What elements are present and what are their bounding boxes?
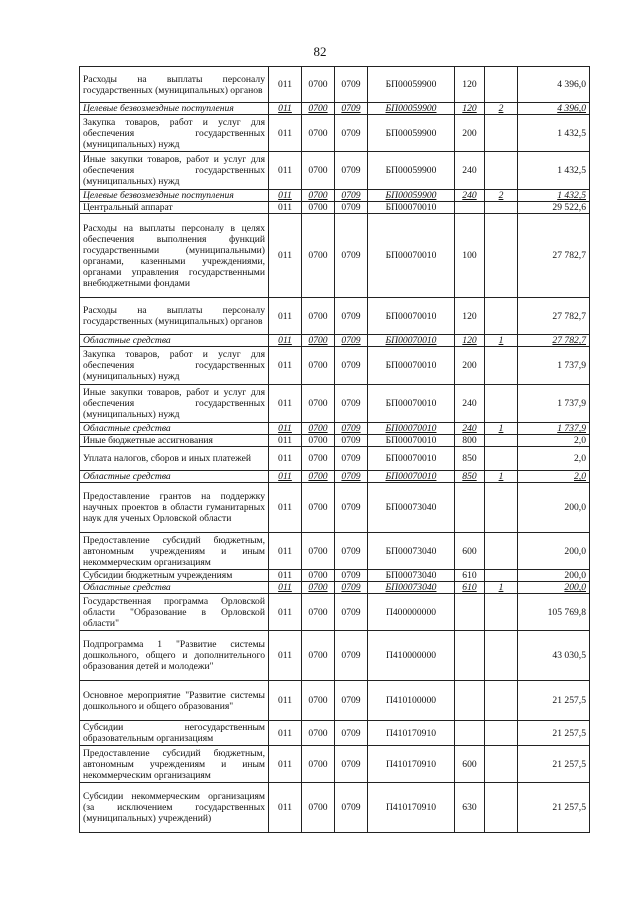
table-row — [80, 783, 590, 833]
table-row — [80, 570, 590, 582]
row-vr — [455, 631, 485, 681]
row-gr: 011 — [269, 152, 302, 190]
row-name: Предоставление субсидий бюджетным, автономным учреждениям и иным некоммерческим организациям — [80, 533, 269, 570]
row-vr: 610 — [455, 582, 485, 594]
row-sum: 43 030,5 — [518, 631, 590, 681]
row-sum: 1 432,5 — [518, 190, 590, 202]
table-row — [80, 533, 590, 570]
row-pr: 0709 — [335, 594, 368, 631]
row-src — [485, 594, 518, 631]
row-gr: 011 — [269, 582, 302, 594]
row-name: Областные средства — [80, 335, 269, 347]
row-src — [485, 681, 518, 721]
row-src — [485, 67, 518, 103]
row-rz: 0700 — [302, 115, 335, 152]
row-src — [485, 570, 518, 582]
table-row — [80, 423, 590, 435]
row-rz: 0700 — [302, 631, 335, 681]
row-sum: 21 257,5 — [518, 746, 590, 783]
row-src — [485, 435, 518, 447]
row-src — [485, 631, 518, 681]
row-name: Предоставление грантов на поддержку научных проектов в области гуманитарных наук для ученых Орловской области — [80, 483, 269, 533]
row-csr: БП00070010 — [368, 335, 455, 347]
row-csr: БП00059900 — [368, 152, 455, 190]
row-src: 1 — [485, 471, 518, 483]
row-sum: 2,0 — [518, 471, 590, 483]
row-vr: 200 — [455, 115, 485, 152]
row-csr: БП00073040 — [368, 533, 455, 570]
row-gr: 011 — [269, 214, 302, 298]
row-pr: 0709 — [335, 746, 368, 783]
row-name: Субсидии бюджетным учреждениям — [80, 570, 269, 582]
row-gr: 011 — [269, 67, 302, 103]
row-sum: 4 396,0 — [518, 103, 590, 115]
row-sum: 27 782,7 — [518, 214, 590, 298]
row-sum: 1 432,5 — [518, 115, 590, 152]
row-pr: 0709 — [335, 152, 368, 190]
table-row — [80, 335, 590, 347]
row-sum: 1 737,9 — [518, 385, 590, 423]
table-row — [80, 385, 590, 423]
row-pr: 0709 — [335, 471, 368, 483]
row-csr: БП00059900 — [368, 67, 455, 103]
row-gr: 011 — [269, 746, 302, 783]
row-pr: 0709 — [335, 423, 368, 435]
row-gr: 011 — [269, 483, 302, 533]
row-gr: 011 — [269, 721, 302, 746]
row-src — [485, 447, 518, 471]
row-rz: 0700 — [302, 435, 335, 447]
row-src — [485, 214, 518, 298]
row-rz: 0700 — [302, 67, 335, 103]
row-pr: 0709 — [335, 190, 368, 202]
row-src — [485, 152, 518, 190]
row-pr: 0709 — [335, 582, 368, 594]
row-csr: БП00070010 — [368, 347, 455, 385]
row-csr: П410000000 — [368, 631, 455, 681]
row-rz: 0700 — [302, 471, 335, 483]
row-vr: 240 — [455, 190, 485, 202]
row-csr: БП00070010 — [368, 435, 455, 447]
table-row — [80, 447, 590, 471]
row-pr: 0709 — [335, 385, 368, 423]
table-row — [80, 721, 590, 746]
row-name: Закупка товаров, работ и услуг для обеспечения государственных (муниципальных) нужд — [80, 115, 269, 152]
row-name: Закупка товаров, работ и услуг для обеспечения государственных (муниципальных) нужд — [80, 347, 269, 385]
row-rz: 0700 — [302, 783, 335, 833]
row-csr: БП00070010 — [368, 423, 455, 435]
row-csr: БП00073040 — [368, 582, 455, 594]
row-rz: 0700 — [302, 298, 335, 335]
table-row — [80, 631, 590, 681]
table-row — [80, 202, 590, 214]
row-pr: 0709 — [335, 631, 368, 681]
row-vr: 240 — [455, 152, 485, 190]
row-gr: 011 — [269, 570, 302, 582]
row-rz: 0700 — [302, 721, 335, 746]
row-sum: 21 257,5 — [518, 681, 590, 721]
row-pr: 0709 — [335, 681, 368, 721]
row-pr: 0709 — [335, 435, 368, 447]
row-src — [485, 746, 518, 783]
row-rz: 0700 — [302, 533, 335, 570]
row-vr: 850 — [455, 471, 485, 483]
row-sum: 105 769,8 — [518, 594, 590, 631]
row-src — [485, 385, 518, 423]
table-row — [80, 435, 590, 447]
row-rz: 0700 — [302, 214, 335, 298]
row-pr: 0709 — [335, 570, 368, 582]
row-name: Целевые безвозмездные поступления — [80, 190, 269, 202]
row-rz: 0700 — [302, 423, 335, 435]
row-pr: 0709 — [335, 214, 368, 298]
table-row — [80, 594, 590, 631]
row-csr: БП00070010 — [368, 202, 455, 214]
row-pr: 0709 — [335, 483, 368, 533]
row-vr — [455, 721, 485, 746]
table-row — [80, 681, 590, 721]
row-csr: БП00070010 — [368, 298, 455, 335]
row-pr: 0709 — [335, 447, 368, 471]
table-row — [80, 483, 590, 533]
row-sum: 21 257,5 — [518, 721, 590, 746]
row-gr: 011 — [269, 347, 302, 385]
row-gr: 011 — [269, 447, 302, 471]
row-name: Расходы на выплаты персоналу государственных (муниципальных) органов — [80, 67, 269, 103]
row-name: Иные закупки товаров, работ и услуг для обеспечения государственных (муниципальных) нужд — [80, 152, 269, 190]
row-vr: 120 — [455, 335, 485, 347]
row-sum: 200,0 — [518, 570, 590, 582]
row-pr: 0709 — [335, 335, 368, 347]
row-gr: 011 — [269, 298, 302, 335]
row-rz: 0700 — [302, 582, 335, 594]
row-vr: 850 — [455, 447, 485, 471]
row-rz: 0700 — [302, 190, 335, 202]
row-csr: БП00070010 — [368, 447, 455, 471]
row-vr: 610 — [455, 570, 485, 582]
row-csr: БП00070010 — [368, 385, 455, 423]
table-row — [80, 115, 590, 152]
row-name: Областные средства — [80, 582, 269, 594]
row-src — [485, 483, 518, 533]
row-vr — [455, 483, 485, 533]
row-gr: 011 — [269, 435, 302, 447]
row-vr: 100 — [455, 214, 485, 298]
row-csr: П410170910 — [368, 721, 455, 746]
row-vr: 120 — [455, 298, 485, 335]
table-row — [80, 214, 590, 298]
row-csr: БП00073040 — [368, 483, 455, 533]
page-number: 82 — [313, 44, 327, 59]
row-sum: 200,0 — [518, 533, 590, 570]
row-pr: 0709 — [335, 115, 368, 152]
row-name: Областные средства — [80, 471, 269, 483]
row-rz: 0700 — [302, 570, 335, 582]
row-sum: 27 782,7 — [518, 298, 590, 335]
row-src — [485, 298, 518, 335]
row-pr: 0709 — [335, 103, 368, 115]
row-src — [485, 533, 518, 570]
row-sum: 1 737,9 — [518, 423, 590, 435]
row-sum: 2,0 — [518, 447, 590, 471]
row-src: 2 — [485, 103, 518, 115]
row-rz: 0700 — [302, 152, 335, 190]
row-name: Субсидии негосударственным образовательным организациям — [80, 721, 269, 746]
row-src — [485, 202, 518, 214]
row-vr: 240 — [455, 423, 485, 435]
row-csr: П400000000 — [368, 594, 455, 631]
row-csr: БП00059900 — [368, 190, 455, 202]
row-src — [485, 783, 518, 833]
row-pr: 0709 — [335, 533, 368, 570]
row-gr: 011 — [269, 202, 302, 214]
row-name: Иные закупки товаров, работ и услуг для обеспечения государственных (муниципальных) нужд — [80, 385, 269, 423]
table-row — [80, 103, 590, 115]
row-gr: 011 — [269, 681, 302, 721]
row-src — [485, 347, 518, 385]
row-gr: 011 — [269, 631, 302, 681]
row-csr: БП00059900 — [368, 115, 455, 152]
row-pr: 0709 — [335, 347, 368, 385]
row-csr: БП00073040 — [368, 570, 455, 582]
table-row — [80, 152, 590, 190]
row-vr: 240 — [455, 385, 485, 423]
row-pr: 0709 — [335, 67, 368, 103]
row-src: 2 — [485, 190, 518, 202]
row-vr: 120 — [455, 103, 485, 115]
row-rz: 0700 — [302, 347, 335, 385]
table-row — [80, 471, 590, 483]
row-vr: 600 — [455, 746, 485, 783]
row-name: Подпрограмма 1 "Развитие системы дошкольного, общего и дополнительного образования детей и молодежи" — [80, 631, 269, 681]
row-rz: 0700 — [302, 483, 335, 533]
row-gr: 011 — [269, 385, 302, 423]
table-row — [80, 298, 590, 335]
row-gr: 011 — [269, 533, 302, 570]
table-row — [80, 746, 590, 783]
row-vr — [455, 594, 485, 631]
row-gr: 011 — [269, 335, 302, 347]
row-name: Государственная программа Орловской области "Образование в Орловской области" — [80, 594, 269, 631]
row-csr: П410170910 — [368, 746, 455, 783]
table-body — [80, 67, 590, 833]
row-sum: 2,0 — [518, 435, 590, 447]
row-gr: 011 — [269, 190, 302, 202]
row-name: Расходы на выплаты персоналу в целях обеспечения выполнения функций государственными (муниципальными) органами, казенными учреждениями, органами управления государственными внебюджетными фондами — [80, 214, 269, 298]
row-src: 1 — [485, 423, 518, 435]
table-row — [80, 190, 590, 202]
row-vr: 600 — [455, 533, 485, 570]
row-src — [485, 115, 518, 152]
row-pr: 0709 — [335, 783, 368, 833]
table-row — [80, 582, 590, 594]
row-gr: 011 — [269, 594, 302, 631]
row-gr: 011 — [269, 103, 302, 115]
row-rz: 0700 — [302, 335, 335, 347]
row-name: Иные бюджетные ассигнования — [80, 435, 269, 447]
row-rz: 0700 — [302, 746, 335, 783]
row-src: 1 — [485, 582, 518, 594]
row-sum: 4 396,0 — [518, 67, 590, 103]
row-rz: 0700 — [302, 594, 335, 631]
row-pr: 0709 — [335, 298, 368, 335]
row-sum: 21 257,5 — [518, 783, 590, 833]
row-gr: 011 — [269, 471, 302, 483]
row-csr: БП00070010 — [368, 471, 455, 483]
row-rz: 0700 — [302, 103, 335, 115]
row-pr: 0709 — [335, 721, 368, 746]
row-csr: БП00059900 — [368, 103, 455, 115]
row-rz: 0700 — [302, 202, 335, 214]
table-row — [80, 67, 590, 103]
row-vr: 200 — [455, 347, 485, 385]
row-vr — [455, 202, 485, 214]
row-rz: 0700 — [302, 681, 335, 721]
row-rz: 0700 — [302, 385, 335, 423]
row-csr: П410100000 — [368, 681, 455, 721]
row-name: Расходы на выплаты персоналу государственных (муниципальных) органов — [80, 298, 269, 335]
row-vr: 630 — [455, 783, 485, 833]
row-gr: 011 — [269, 423, 302, 435]
row-sum: 1 432,5 — [518, 152, 590, 190]
row-sum: 200,0 — [518, 483, 590, 533]
table-row — [80, 347, 590, 385]
row-csr: П410170910 — [368, 783, 455, 833]
row-sum: 1 737,9 — [518, 347, 590, 385]
row-gr: 011 — [269, 783, 302, 833]
row-csr: БП00070010 — [368, 214, 455, 298]
row-src: 1 — [485, 335, 518, 347]
row-sum: 27 782,7 — [518, 335, 590, 347]
row-sum: 29 522,6 — [518, 202, 590, 214]
row-vr: 120 — [455, 67, 485, 103]
row-name: Уплата налогов, сборов и иных платежей — [80, 447, 269, 471]
row-name: Основное мероприятие "Развитие системы дошкольного и общего образования" — [80, 681, 269, 721]
row-name: Предоставление субсидий бюджетным, автономным учреждениям и иным некоммерческим организациям — [80, 746, 269, 783]
row-pr: 0709 — [335, 202, 368, 214]
row-name: Целевые безвозмездные поступления — [80, 103, 269, 115]
row-name: Субсидии некоммерческим организациям (за исключением государственных (муниципальных) учреждений) — [80, 783, 269, 833]
budget-table — [79, 66, 590, 833]
row-name: Центральный аппарат — [80, 202, 269, 214]
row-rz: 0700 — [302, 447, 335, 471]
row-name: Областные средства — [80, 423, 269, 435]
row-vr: 800 — [455, 435, 485, 447]
row-sum: 200,0 — [518, 582, 590, 594]
row-gr: 011 — [269, 115, 302, 152]
row-src — [485, 721, 518, 746]
row-vr — [455, 681, 485, 721]
